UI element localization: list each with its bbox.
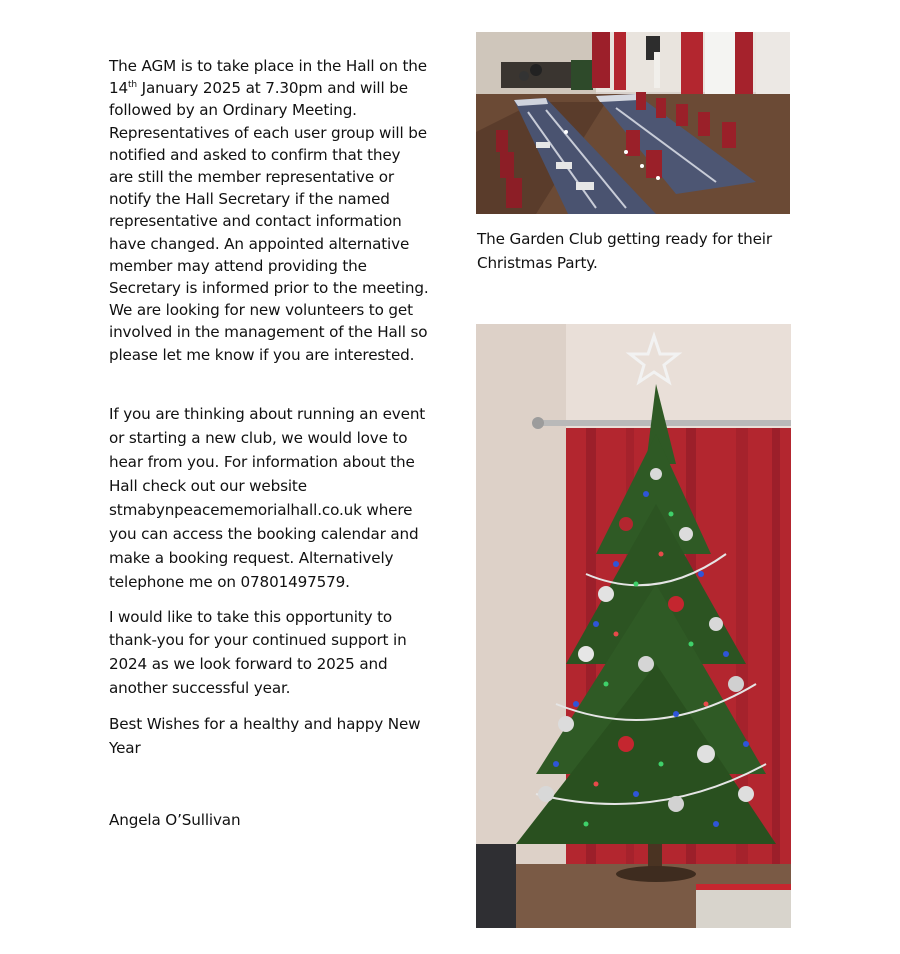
hall-party-photo <box>476 32 790 214</box>
signature: Angela O’Sullivan <box>109 811 241 830</box>
thanks-paragraph: I would like to take this opportunity to thank-you for your continued support in 2024 as we look forward to 2025 and another successful year. <box>109 607 407 697</box>
agm-text-end: January 2025 at 7.30pm and will be followed by an Ordinary Meeting. Representatives of each user group will be notified and asked to confirm that they are still the member representative or notify the Hall Secretary if the named representative and contact information have changed. An appointed alternative member may attend providing the Secretary is informed prior to the meeting. We are looking for new volunteers to get involved in the management of the Hall so please let me know if you are interested. <box>109 79 429 364</box>
agm-text-start: The AGM is to take place in the Hall on the 14 <box>109 57 427 98</box>
hall-photo-caption: The Garden Club getting ready for their Christmas Party. <box>477 230 772 272</box>
ordinal-suffix: th <box>128 80 137 91</box>
christmas-tree-illustration <box>476 324 791 928</box>
letter-body <box>109 55 429 832</box>
events-paragraph: If you are thinking about running an event or starting a new club, we would love to hear from you. For information about the Hall check out our website stmabynpeacememorialhall.co.uk where you can access the booking calendar and make a booking request. Alternatively telephone me on 07801497579. <box>109 404 426 591</box>
christmas-tree-photo <box>476 324 791 928</box>
agm-paragraph <box>109 55 429 366</box>
hall-party-illustration <box>476 32 790 214</box>
wishes-paragraph: Best Wishes for a healthy and happy New Year <box>109 715 421 758</box>
